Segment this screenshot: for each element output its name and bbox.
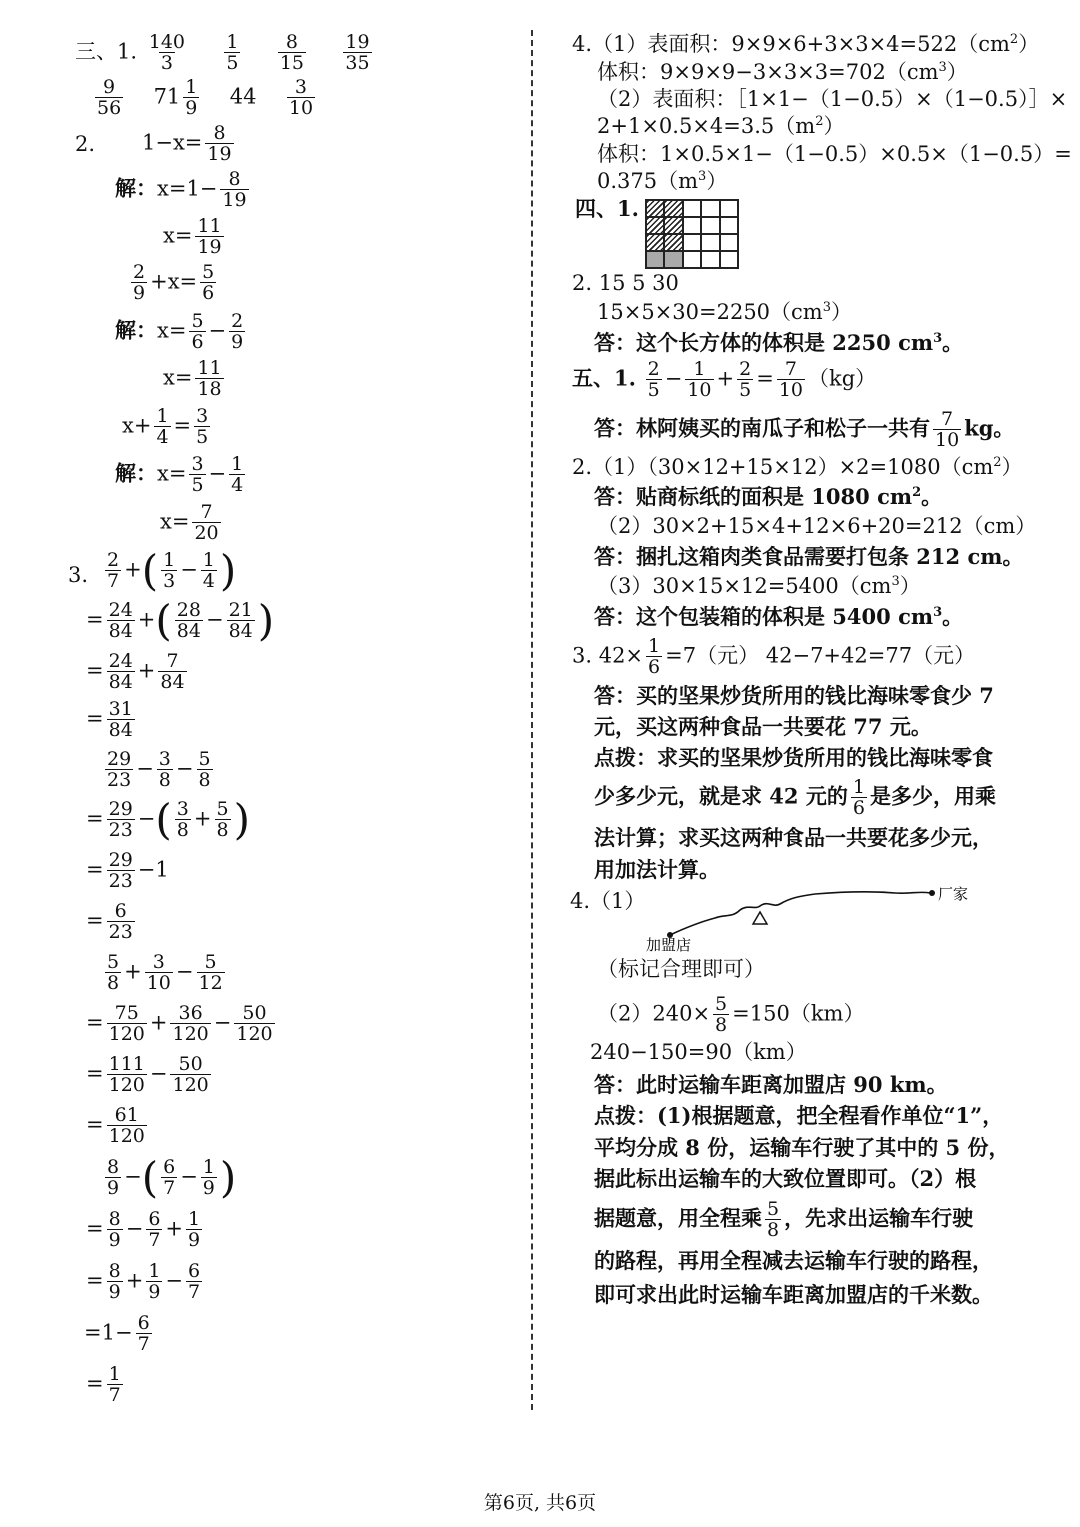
fraction: $\frac{19}{35}$ (345, 31, 370, 74)
calc-2-line-3: = $\frac{29}{23}$ −1 (86, 849, 169, 892)
section-5-q4-tip-4: 据题意，用全程乘 $\frac{5}{8}$ ，先求出运输车行驶 (594, 1198, 974, 1241)
q4-part2-surface: （2）表面积：［1×1−（1−0.5）×（1−0.5）］× (597, 87, 1068, 111)
section-5-q4-part2: （2）240× $\frac{5}{8}$ =150（km） (597, 993, 865, 1036)
section-5-q4-tip-6: 即可求出此时运输车距离加盟店的千米数。 (594, 1282, 993, 1307)
section-4-q2-answer: 答：这个长方体的体积是 2250 $cm^3$。 (594, 330, 964, 355)
calc-3-line-4: = $\frac{61}{120}$ (86, 1104, 145, 1147)
section-5-q3-tip-2: 少多少元，就是求 42 元的 $\frac{1}{6}$ 是多少，用乘 (594, 776, 996, 819)
page-footer: 第6页, 共6页 (483, 1492, 597, 1514)
fraction: $\frac{9}{56}$ (97, 76, 122, 119)
section-5-q1-answer: 答：林阿姨买的南瓜子和松子一共有 $\frac{7}{10}$ kg。 (594, 408, 1015, 451)
route-map-figure (640, 880, 980, 955)
section-5-q2-answer2: 答：捆扎这箱肉类食品需要打包条 212 cm。 (594, 544, 1024, 569)
calc-4-line-2: = $\frac{8}{9}$ − $\frac{6}{7}$ + $\frac{1}{9}$ (86, 1208, 201, 1251)
section-5-q4-tip-2: 平均分成 8 份，运输车行驶了其中的 5 份， (594, 1135, 1010, 1160)
section-5-q3: 3. 42× $\frac{1}{6}$ =7（元） 42−7+42=77（元） (572, 635, 976, 678)
equation-3-step-2: x= $\frac{7}{20}$ (160, 501, 219, 544)
equation-2: $\frac{2}{9}$ +x= $\frac{5}{6}$ (133, 261, 215, 304)
section-5-q3-answer-1: 答：买的坚果炒货所用的钱比海味零食少 7 (594, 683, 994, 708)
section-5-q2-answer3: 答：这个包装箱的体积是 5400 $cm^3$。 (594, 604, 964, 629)
equation-2-step-2: x= $\frac{11}{18}$ (163, 357, 222, 400)
section-5-q4-tip-1: 点拨：(1)根据题意，把全程看作单位“1”， (594, 1103, 1004, 1128)
q4-part2-volume: 体积：1×0.5×1−（1−0.5）×0.5×（1−0.5）= (597, 142, 1072, 166)
section-5-q2-part1: $2.(1)(30\times 12+15\times 12)\times 2=1080(cm^2)$ (572, 455, 1023, 479)
calc-1-line-4: = $\frac{31}{84}$ (86, 698, 133, 741)
column-divider (531, 30, 533, 1410)
section-5-q4-tip-3: 据此标出运输车的大致位置即可。（2）根 (594, 1166, 977, 1191)
section-5-q3-tip-1: 点拨：求买的坚果炒货所用的钱比海味零食 (594, 745, 993, 770)
section-5-q2-part2: （2）30×2+15×4+12×6+20=212（cm） (597, 514, 1037, 538)
calc-4-line-4: =1− $\frac{6}{7}$ (84, 1312, 150, 1355)
truck-marker (753, 912, 767, 924)
section-5-q2-part3: $(3)30\times 15\times 12=5400(cm^3)$ (597, 574, 921, 598)
integer-answer: 44 (229, 84, 257, 109)
calc-4-line-5: = $\frac{1}{7}$ (86, 1363, 121, 1406)
section-3-label: 三、1. (75, 39, 138, 64)
section-5-q4-part2-calc: 240−150=90（km） (590, 1040, 807, 1064)
calc-1-line-3: = $\frac{24}{84}$ + $\frac{7}{84}$ (86, 650, 185, 693)
factory-label: 厂家 (938, 885, 969, 903)
question-2-label: 2. (75, 132, 96, 156)
mixed-number-whole: 71 (153, 84, 181, 109)
equation-3-step-1: 解：x= $\frac{3}{5}$ − $\frac{1}{4}$ (115, 453, 244, 496)
fraction: $\frac{1}{5}$ (226, 31, 239, 74)
section-4-label: 四、1. (575, 196, 639, 221)
section-5-q1: 五、1. $\frac{2}{5}$ − $\frac{1}{10}$ + $\frac{2}{5}$ = $\frac{7}{10}$ （kg） (572, 358, 877, 401)
section-3-row-2 (92, 78, 318, 118)
calc-3-line-1: $\frac{5}{8}$ + $\frac{3}{10}$ − $\frac{5}{12}$ (107, 951, 223, 994)
calc-1-line-2: = $\frac{24}{84}$ +( $\frac{28}{84}$ − $\frac{21}{84}$ ) (86, 596, 275, 645)
q4-part2-volume-cont: $0.375(m^3)$ (597, 169, 728, 193)
q4-part1-volume: 体积：$9\times 9\times 9-3\times 3\times 3=702(cm^3)$ (597, 60, 968, 84)
shaded-grid-figure (645, 199, 739, 269)
calc-3-line-2: = $\frac{75}{120}$ + $\frac{36}{120}$ − $\frac{50}{120}$ (86, 1002, 273, 1045)
route-path (670, 892, 930, 935)
section-5-q2-answer1: 答：贴商标纸的面积是 1080 $cm^2$。 (594, 484, 943, 509)
store-label: 加盟店 (646, 936, 692, 954)
fraction: $\frac{3}{10}$ (288, 76, 314, 119)
calc-2-line-2: = $\frac{29}{23}$ −( $\frac{3}{8}$ + $\frac{5}{8}$ ) (86, 795, 250, 844)
question-3-label: 3. (68, 563, 89, 587)
calc-2-line-4: = $\frac{6}{23}$ (86, 900, 133, 943)
q4-part2-surface-cont: $2+1\times 0.5\times 4=3.5(m^2)$ (597, 114, 845, 138)
section-4-q2: 2. 15 5 30 (572, 271, 679, 295)
fraction: $\frac{1}{9}$ (185, 76, 198, 119)
factory-point (929, 890, 935, 896)
calc-4-line-3: = $\frac{8}{9}$ + $\frac{1}{9}$ − $\frac{6}{7}$ (86, 1260, 201, 1303)
fraction: $\frac{140}{3}$ (148, 31, 185, 74)
calc-4-line-1: $\frac{8}{9}$ −( $\frac{6}{7}$ − $\frac{1}{9}$ ) (107, 1153, 237, 1202)
equation-2-step-1: 解：x= $\frac{5}{6}$ − $\frac{2}{9}$ (115, 310, 244, 353)
equation-1: 1−x= $\frac{8}{19}$ (142, 122, 232, 165)
section-5-q3-tip-3: 法计算；求买这两种食品一共要花多少元， (594, 825, 993, 850)
fraction: $\frac{8}{15}$ (279, 31, 305, 74)
section-5-q3-tip-4: 用加法计算。 (594, 857, 720, 882)
calc-2-line-1: $\frac{29}{23}$ − $\frac{3}{8}$ − $\frac{5}{8}$ (107, 748, 211, 791)
calc-3-line-3: = $\frac{111}{120}$ − $\frac{50}{120}$ (86, 1053, 209, 1096)
section-5-q4-answer: 答：此时运输车距离加盟店 90 km。 (594, 1072, 948, 1097)
q4-part1-surface: 4.（1）表面积：$9\times 9\times 6+3\times 3\times 4=522(cm^2)$ (572, 32, 1040, 56)
section-4-q2-calc: $15\times 5\times 30=2250(cm^3)$ (597, 300, 852, 324)
section-5-q3-answer-2: 元，买这两种食品一共要花 77 元。 (594, 714, 932, 739)
calc-1-line-1: $\frac{2}{7}$ +( $\frac{1}{3}$ − $\frac{1}{4}$ ) (107, 546, 237, 595)
section-3-row-1 (75, 33, 375, 73)
equation-1-step-1: 解：x=1− $\frac{8}{19}$ (115, 168, 247, 211)
section-5-q4-note: （标记合理即可） (597, 957, 765, 981)
section-5-q4-label: 4.（1） (570, 889, 646, 913)
equation-1-step-2: x= $\frac{11}{19}$ (163, 215, 222, 258)
equation-3: x+ $\frac{1}{4}$ = $\frac{3}{5}$ (122, 405, 209, 448)
section-5-q4-tip-5: 的路程，再用全程减去运输车行驶的路程， (594, 1248, 993, 1273)
